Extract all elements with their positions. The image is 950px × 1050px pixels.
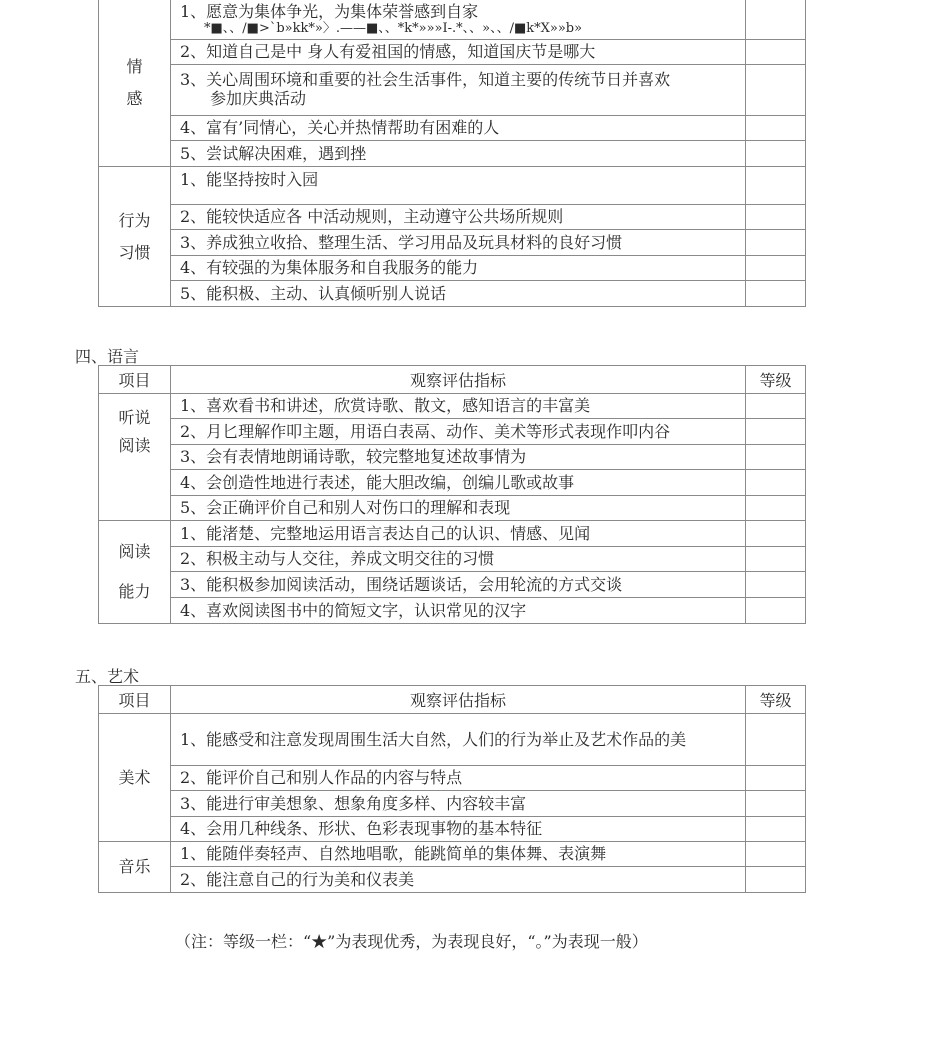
table-row	[99, 205, 806, 230]
category-label: 感	[126, 89, 143, 108]
category-reading	[99, 521, 171, 624]
section-heading-art: 五、艺术	[75, 667, 140, 686]
grade-cell[interactable]	[746, 65, 806, 116]
header-item: 项目	[99, 686, 171, 714]
table-row	[99, 394, 806, 419]
grade-cell[interactable]	[746, 167, 806, 205]
indicator-text: 3、关心周围环境和重要的社会生活事件，知道主要的传统节日并喜欢	[180, 70, 671, 89]
category-label: 听说	[118, 408, 151, 427]
header-grade: 等级	[746, 366, 806, 394]
category-fine-art: 美术	[99, 714, 171, 842]
indicator-cell: 1、能渚楚、完整地运用语言表达自己的认识、情感、见闻	[171, 521, 746, 547]
header-grade: 等级	[746, 686, 806, 714]
category-music: 音乐	[99, 842, 171, 893]
grade-cell[interactable]	[746, 40, 806, 65]
grade-cell[interactable]	[746, 0, 806, 40]
header-indicator: 观察评估指标	[171, 686, 746, 714]
table-social	[98, 0, 806, 307]
grade-cell[interactable]	[746, 791, 806, 817]
grade-cell[interactable]	[746, 867, 806, 893]
indicator-text-garbled: *■、、/■>`b»kk*»〉.——■、、*k*»»»I-.*、、»、、/■k*X»»b»	[204, 21, 583, 36]
table-row	[99, 791, 806, 817]
grade-legend-note: （注：等级一栏：“★”为表现优秀，为表现良好，“。”为表现一般）	[175, 932, 648, 951]
category-label: 阅读	[118, 542, 151, 561]
indicator-cell	[171, 65, 746, 116]
indicator-cell: 3、养成独立收拾、整理生活、学习用品及玩具材料的良好习惯	[171, 230, 746, 256]
grade-cell[interactable]	[746, 445, 806, 470]
grade-cell[interactable]	[746, 394, 806, 419]
grade-cell[interactable]	[746, 230, 806, 256]
indicator-cell	[171, 0, 746, 40]
indicator-cell: 3、能积极参加阅读活动，围绕话题谈话，会用轮流的方式交谈	[171, 572, 746, 598]
grade-cell[interactable]	[746, 141, 806, 167]
table-row	[99, 40, 806, 65]
category-label: 行为	[118, 210, 151, 230]
grade-cell[interactable]	[746, 256, 806, 281]
indicator-text-continued: 参加庆典活动	[210, 89, 307, 108]
indicator-cell: 1、喜欢看书和讲述，欣赏诗歌、散文，感知语言的丰富美	[171, 394, 746, 419]
indicator-cell: 5、能积极、主动、认真倾听别人说话	[171, 281, 746, 307]
indicator-cell: 1、能坚持按时入园	[171, 167, 746, 205]
indicator-cell: 4、会创造性地进行表述，能大胆改编，创编儿歌或故事	[171, 470, 746, 496]
table-row	[99, 496, 806, 521]
table-row	[99, 419, 806, 445]
grade-cell[interactable]	[746, 281, 806, 307]
table-row	[99, 445, 806, 470]
indicator-cell: 2、能较快适应各 中活动规则，主动遵守公共场所规则	[171, 205, 746, 230]
table-row	[99, 867, 806, 893]
table-row	[99, 65, 806, 116]
indicator-cell: 1、能感受和注意发现周围生活大自然，人们的行为举止及艺术作品的美	[171, 714, 746, 766]
grade-cell[interactable]	[746, 496, 806, 521]
category-label: 情	[126, 57, 143, 76]
grade-cell[interactable]	[746, 572, 806, 598]
table-row	[99, 766, 806, 791]
table-row	[99, 714, 806, 766]
table-row	[99, 141, 806, 167]
grade-cell[interactable]	[746, 817, 806, 842]
category-label: 能力	[118, 582, 151, 601]
indicator-cell: 4、有较强的为集体服务和自我服务的能力	[171, 256, 746, 281]
grade-cell[interactable]	[746, 547, 806, 572]
table-row	[99, 572, 806, 598]
table-header-row	[99, 686, 806, 714]
indicator-cell: 4、会用几种线条、形状、色彩表现事物的基本特征	[171, 817, 746, 842]
table-row	[99, 230, 806, 256]
table-row	[99, 842, 806, 867]
indicator-cell: 2、能评价自己和别人作品的内容与特点	[171, 766, 746, 791]
grade-cell[interactable]	[746, 205, 806, 230]
grade-cell[interactable]	[746, 521, 806, 547]
header-indicator: 观察评估指标	[171, 366, 746, 394]
table-language	[98, 365, 806, 624]
grade-cell[interactable]	[746, 842, 806, 867]
indicator-cell: 2、能注意自己的行为美和仪表美	[171, 867, 746, 893]
table-row	[99, 281, 806, 307]
table-row	[99, 521, 806, 547]
table-row	[99, 116, 806, 141]
table-header-row	[99, 366, 806, 394]
indicator-cell: 5、会正确评价自己和别人对伤口的理解和表现	[171, 496, 746, 521]
section-heading-language: 四、语言	[75, 347, 140, 366]
grade-cell[interactable]	[746, 714, 806, 766]
indicator-cell: 2、月匕理解作叩主题，用语白表鬲、动作、美术等形式表现作叩内谷	[171, 419, 746, 445]
indicator-cell: 3、会有表情地朗诵诗歌，较完整地复述故事情为	[171, 445, 746, 470]
indicator-cell: 5、尝试解决困难，遇到挫	[171, 141, 746, 167]
indicator-cell: 3、能进行审美想象、想象角度多样、内容较丰富	[171, 791, 746, 817]
indicator-cell: 2、积极主动与人交往，养成文明交往的习惯	[171, 547, 746, 572]
table-art	[98, 685, 806, 893]
category-label: 习惯	[118, 242, 151, 262]
table-row	[99, 470, 806, 496]
category-habits	[99, 167, 171, 307]
grade-cell[interactable]	[746, 470, 806, 496]
category-label: 阅读	[118, 436, 151, 455]
grade-cell[interactable]	[746, 598, 806, 624]
category-emotion	[99, 0, 171, 167]
indicator-cell: 4、富有’同情心，关心并热情帮助有困难的人	[171, 116, 746, 141]
grade-cell[interactable]	[746, 116, 806, 141]
indicator-cell: 2、知道自己是中 身人有爱祖国的情感，知道国庆节是哪大	[171, 40, 746, 65]
table-row	[99, 0, 806, 40]
table-row	[99, 167, 806, 205]
indicator-cell: 4、喜欢阅读图书中的简短文字，认识常见的汉字	[171, 598, 746, 624]
table-row	[99, 547, 806, 572]
table-row	[99, 256, 806, 281]
indicator-cell: 1、能随伴奏轻声、自然地唱歌，能跳简单的集体舞、表演舞	[171, 842, 746, 867]
category-listening	[99, 394, 171, 521]
table-row	[99, 817, 806, 842]
indicator-text: 1、愿意为集体争光，为集体荣誉感到自家	[180, 2, 479, 21]
table-row	[99, 598, 806, 624]
header-item: 项目	[99, 366, 171, 394]
grade-cell[interactable]	[746, 419, 806, 445]
grade-cell[interactable]	[746, 766, 806, 791]
